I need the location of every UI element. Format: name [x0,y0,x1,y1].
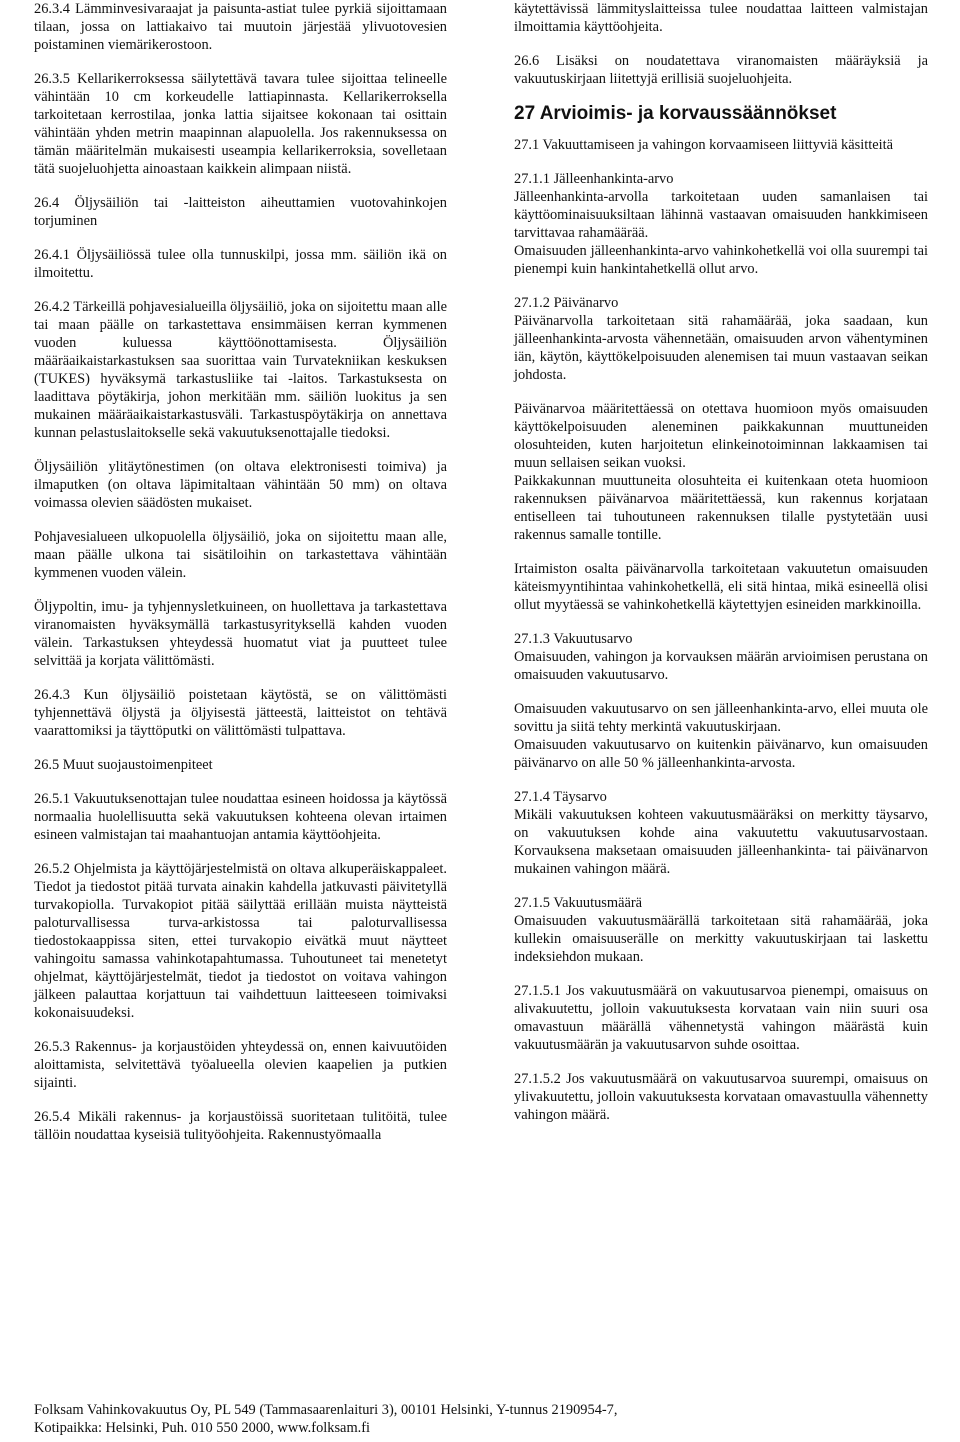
subheading-27-1-4: 27.1.4 Täysarvo [514,789,607,805]
paragraph-26-4-3: 26.4.3 Kun öljysäiliö poistetaan käytöstä, se on välittömästi tyhjennettävä öljystä ja öljyisestä jätteestä, laitteistot on tehtävä vaarattomiksi ja täyttöputki on välittömästi tulpattava. [34,687,447,739]
paragraph-27-1: 27.1 Vakuuttamiseen ja vahingon korvaamiseen liittyviä käsitteitä [514,137,893,153]
paragraph-27-1-5-2: 27.1.5.2 Jos vakuutusmäärä on vakuutusarvoa suurempi, omaisuus on ylivakuutettu, jolloin vakuutuksesta korvataan omavastuulla vähennetty vahingon määrä. [514,1071,928,1123]
page-footer [34,1401,934,1437]
paragraph-ylitaytonestin: Öljysäiliön ylitäytönestimen (on oltava elektronisesti toimiva) ja ilmaputken (on oltava läpimitaltaan vähintään 50 mm) on oltava voimassa olevien säädösten mukaiset. [34,459,447,511]
subheading-27-1-3: 27.1.3 Vakuutusarvo [514,631,633,647]
section-heading-27: 27 Arvioimis- ja korvaussäännökset [514,103,837,124]
paragraph-26-3-4: 26.3.4 Lämminvesivaraajat ja paisunta-astiat tulee pyrkiä sijoittamaan tilaan, jossa on lattiakaivo tai muutoin järjestää ylivuotovesien poistaminen viemärikerostoon. [34,1,447,53]
paragraph-oljypoltin: Öljypoltin, imu- ja tyhjennysletkuineen, on huollettava ja tarkastettava viranomaisten hyväksymällä tarkastusyrityksellä kahden vuoden välein. Tarkastuksen yhteydessä huomatut viat ja puutteet tulee selvittää ja korjata välittömästi. [34,599,447,669]
paragraph-taysarvo: Mikäli vakuutuksen kohteen vakuutusmääräksi on merkitty täysarvo, on vakuutuksen kohde aina vakuutettu vakuutusarvostaan. Korvauksena maksetaan omaisuuden jälleenhankinta- tai päivänarvon mukainen vahingon määrä. [514,807,928,877]
paragraph-paivanarvo-3: Paikkakunnan muuttuneita olosuhteita ei kuitenkaan oteta huomioon rakennuksen päivänarvoa määritettäessä, kun rakennus korjataan entiselleen tai tuhoutuneen rakennuksen tilalle pystytetään uusi rakennus samalle tontille. [514,473,928,543]
paragraph-27-1-5-1: 27.1.5.1 Jos vakuutusmäärä on vakuutusarvoa pienempi, omaisuus on alivakuutettu, jolloin vakuutuksesta korvataan vain niin suuri osa omavastuun määrällä vähennetystä vahingon määrästä kuin vakuutusmäärän ja vakuutusarvon suhde osoittaa. [514,983,928,1053]
paragraph-26-4-2: 26.4.2 Tärkeillä pohjavesialueilla öljysäiliö, joka on sijoitettu maan alle tai maan päälle on tarkastettava ensimmäisen kerran kymmenen vuoden kuluessa käyttöönottamisesta. Öljysäiliön määräaikaistarkastuksen saa suorittaa vain Turvatekniikan keskuksen (TUKES) hyväksymä tarkastusliike tai -laitos. Tarkastuksesta on laadittava pöytäkirja, johon merkitään mm. säiliön luokitus ja sen mukainen määräaikaistarkastusväli. Tarkastuspöytäkirja on annettava kunnan pelastuslaitokselle sekä vakuutuksenottajalle tiedoksi. [34,299,447,441]
right-column [514,0,928,1124]
paragraph-26-5-3: 26.5.3 Rakennus- ja korjaustöiden yhteydessä on, ennen kaivuutöiden aloittamista, selvitettävä työalueella olevien kaapelien ja putkien sijainti. [34,1039,447,1091]
paragraph-continuation: käytettävissä lämmityslaitteissa tulee noudattaa laitteen valmistajan ilmoittamia käyttöohjeita. [514,1,928,35]
paragraph-26-6: 26.6 Lisäksi on noudatettava viranomaisten määräyksiä ja vakuutuskirjaan liitettyjä erillisiä suojeluohjeita. [514,53,928,87]
footer-line-2: Kotipaikka: Helsinki, Puh. 010 550 2000, www.folksam.fi [34,1420,371,1436]
paragraph-26-4-1: 26.4.1 Öljysäiliössä tulee olla tunnuskilpi, jossa mm. säiliön ikä on ilmoitettu. [34,247,447,281]
section-heading-26-5: 26.5 Muut suojaustoimenpiteet [34,757,213,773]
subheading-27-1-1: 27.1.1 Jälleenhankinta-arvo [514,171,674,187]
paragraph-pohjavesialue: Pohjavesialueen ulkopuolella öljysäiliö, joka on sijoitettu maan alle, maan päälle ulkona tai sisätiloihin on tarkastettava vähintään kymmenen vuoden välein. [34,529,447,581]
subheading-27-1-2: 27.1.2 Päivänarvo [514,295,619,311]
subheading-27-1-5: 27.1.5 Vakuutusmäärä [514,895,643,911]
left-column [34,0,447,1144]
paragraph-26-5-2: 26.5.2 Ohjelmista ja käyttöjärjestelmistä on oltava alkuperäiskappaleet. Tiedot ja tiedostot pitää turvata ainakin kahdella jatkuvasti päivitetyllä turvakopiolla. Turvakopiot pitää säilyttää erillään muista näytteistä paloturvallisessa turva-arkistossa tai paloturvallisessa tiedostokaappissa siten, ettei turvakopio eivätkä muut näytteet vahingoitu samassa vahinkotapahtumassa. Tuhoutuneet tai menetetyt ohjelmat, käyttöjärjestelmät, tiedot ja tiedostot on voitava vahingon jälkeen palauttaa korjattuun tai vaihdettuun laitteeseen toimivaksi kokonaisuudeksi. [34,861,447,1021]
paragraph-vakuutusarvo-3: Omaisuuden vakuutusarvo on kuitenkin päivänarvo, kun omaisuuden päivänarvo on alle 50 % jälleenhankinta-arvosta. [514,737,928,771]
paragraph-vakuutusmaara: Omaisuuden vakuutusmäärällä tarkoitetaan sitä rahamäärää, joka kullekin omaisuuserälle on merkitty vakuutuskirjaan tai laskettu indeksiehdon mukaan. [514,913,928,965]
footer-line-1: Folksam Vahinkovakuutus Oy, PL 549 (Tammasaarenlaituri 3), 00101 Helsinki, Y-tunnus 2190954-7, [34,1402,618,1418]
paragraph-paivanarvo-2: Päivänarvoa määritettäessä on otettava huomioon myös omaisuuden käyttökelpoisuuden aleneminen paikkakunnan muuttuneiden olosuhteiden, kuten harjoitetun elinkeinotoiminnan lakkaamisen tai muun sellaisen seikan vuoksi. [514,401,928,471]
paragraph-irtaimisto: Irtaimiston osalta päivänarvolla tarkoitetaan vakuutetun omaisuuden käteismyyntihintaa vahinkohetkellä, eli sitä hintaa, mikä esineellä olisi ollut myytäessä se vahinkohetkellä käytettyjen esineiden markkinoilla. [514,561,928,613]
paragraph-jalleenhankinta-arvo-2: Omaisuuden jälleenhankinta-arvo vahinkohetkellä voi olla suurempi tai pienempi kuin hankintahetkellä ollut arvo. [514,243,928,277]
paragraph-26-5-1: 26.5.1 Vakuutuksenottajan tulee noudattaa esineen hoidossa ja käytössä normaalia huolellisuutta sekä vakuutuksen kohteena olevan irtaimen esineen valmistajan tai maahantuojan antamia käyttöohjeita. [34,791,447,843]
paragraph-26-5-4: 26.5.4 Mikäli rakennus- ja korjaustöissä suoritetaan tulitöitä, tulee tällöin noudattaa kyseisiä tulityöohjeita. Rakennustyömaalla [34,1109,447,1143]
paragraph-paivanarvo: Päivänarvolla tarkoitetaan sitä rahamäärää, joka saadaan, kun jälleenhankinta-arvosta vähennetään, omaisuuden arvon vähentyminen iän, käytön, käyttökelpoisuuden alenemisen tai muun vastaavan seikan johdosta. [514,313,928,383]
paragraph-vakuutusarvo: Omaisuuden, vahingon ja korvauksen määrän arvioimisen perustana on omaisuuden vakuutusarvo. [514,649,928,683]
paragraph-jalleenhankinta-arvo: Jälleenhankinta-arvolla tarkoitetaan uuden samanlaisen tai käyttöominaisuuksiltaan lähinnä vastaavan omaisuuden hankkimiseen tarvittavaa rahamäärää. [514,189,928,241]
paragraph-26-3-5: 26.3.5 Kellarikerroksessa säilytettävä tavara tulee sijoittaa telineelle vähintään 10 cm korkeudelle lattiapinnasta. Kellarikerroksella tarkoitetaan kerrostilaa, jonka lattia sijaitsee kokonaan tai osittain vähintään yhden metrin maapinnan alapuolella. Jos rakennuksessa on tämän määritelmän mukaisesti useampia kellarikerroksia, sovelletaan tätä suojeluohjetta ainoastaan kaikkein alimpaan niistä. [34,71,447,177]
section-heading-26-4: 26.4 Öljysäiliön tai -laitteiston aiheuttamien vuotovahinkojen torjuminen [34,195,447,229]
paragraph-vakuutusarvo-2: Omaisuuden vakuutusarvo on sen jälleenhankinta-arvo, ellei muuta ole sovittu ja siitä tehty merkintä vakuutuskirjaan. [514,701,928,735]
